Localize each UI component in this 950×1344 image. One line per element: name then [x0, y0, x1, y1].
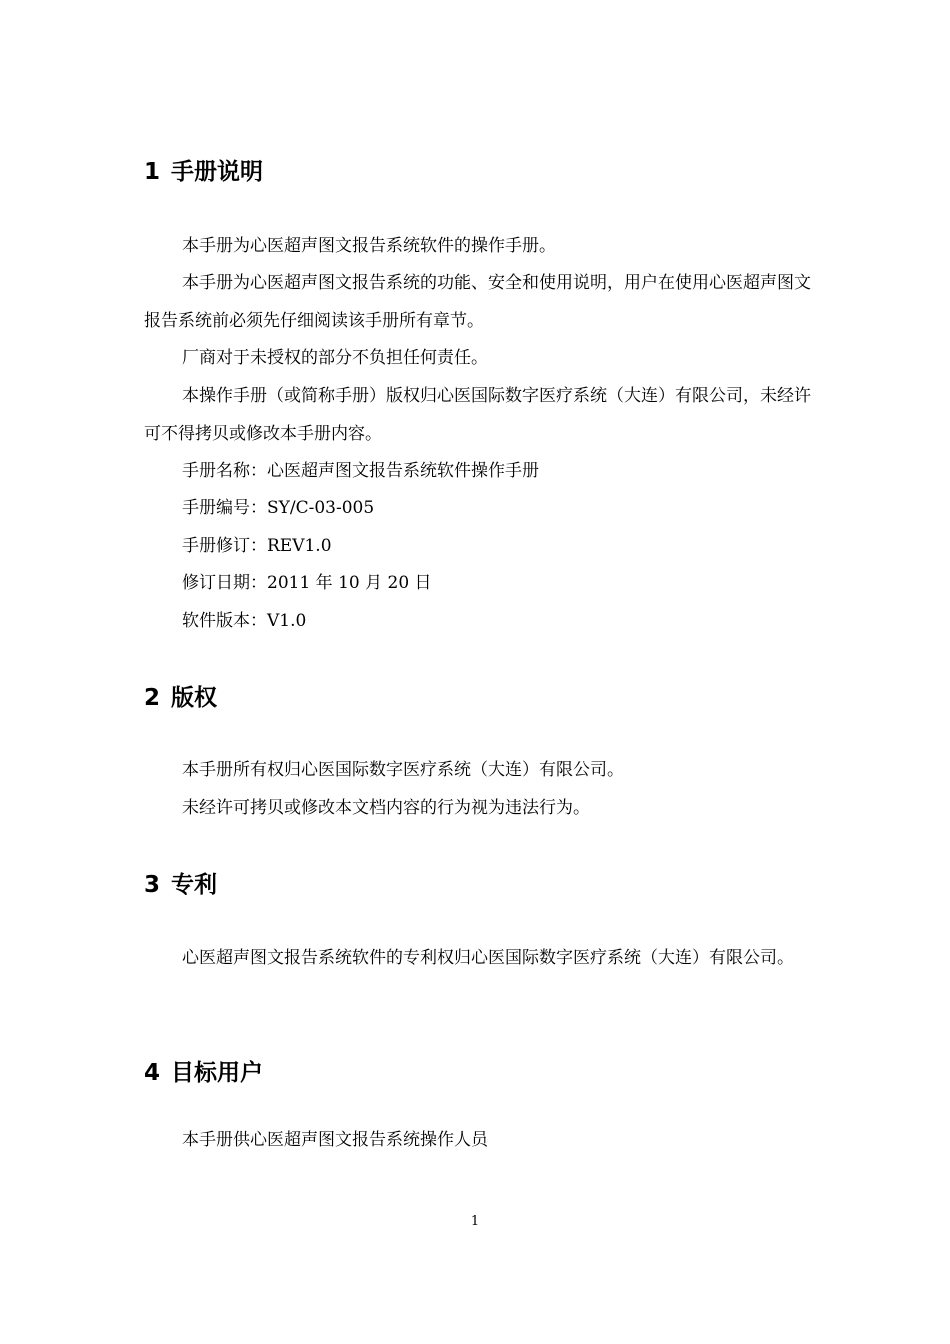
section-number: 3 [144, 872, 161, 898]
revision-date-line: 修订日期：2011 年 10 月 20 日 [182, 573, 432, 593]
page-number: 1 [470, 1214, 480, 1229]
section-title: 专利 [171, 872, 217, 898]
paragraph: 本手册供心医超声图文报告系统操作人员 [182, 1130, 488, 1150]
section-number: 1 [144, 159, 161, 185]
section-heading-1 [144, 157, 263, 187]
section-number: 2 [144, 685, 161, 711]
section-number: 4 [144, 1060, 161, 1086]
section-heading-4 [144, 1058, 263, 1088]
manual-code-line: 手册编号：SY/C-03-005 [182, 498, 375, 518]
section-title: 目标用户 [171, 1060, 263, 1086]
paragraph: 本操作手册（或简称手册）版权归心医国际数字医疗系统（大连）有限公司，未经许可不得拷贝或修改本手册内容。 [144, 386, 811, 444]
manual-revision-line: 手册修订：REV1.0 [182, 536, 332, 556]
section-title: 版权 [171, 685, 217, 711]
paragraph: 本手册为心医超声图文报告系统软件的操作手册。 [182, 236, 556, 256]
section-title: 手册说明 [171, 159, 263, 185]
section-heading-3 [144, 870, 217, 900]
paragraph: 本手册所有权归心医国际数字医疗系统（大连）有限公司。 [182, 760, 624, 780]
software-version-line: 软件版本：V1.0 [182, 611, 307, 631]
paragraph: 未经许可拷贝或修改本文档内容的行为视为违法行为。 [182, 798, 590, 818]
manual-name-line: 手册名称：心医超声图文报告系统软件操作手册 [182, 461, 539, 481]
paragraph: 本手册为心医超声图文报告系统的功能、安全和使用说明，用户在使用心医超声图文报告系统前必须先仔细阅读该手册所有章节。 [144, 273, 811, 331]
paragraph: 心医超声图文报告系统软件的专利权归心医国际数字医疗系统（大连）有限公司。 [182, 948, 794, 968]
paragraph: 厂商对于未授权的部分不负担任何责任。 [182, 348, 488, 368]
section-heading-2 [144, 683, 217, 713]
